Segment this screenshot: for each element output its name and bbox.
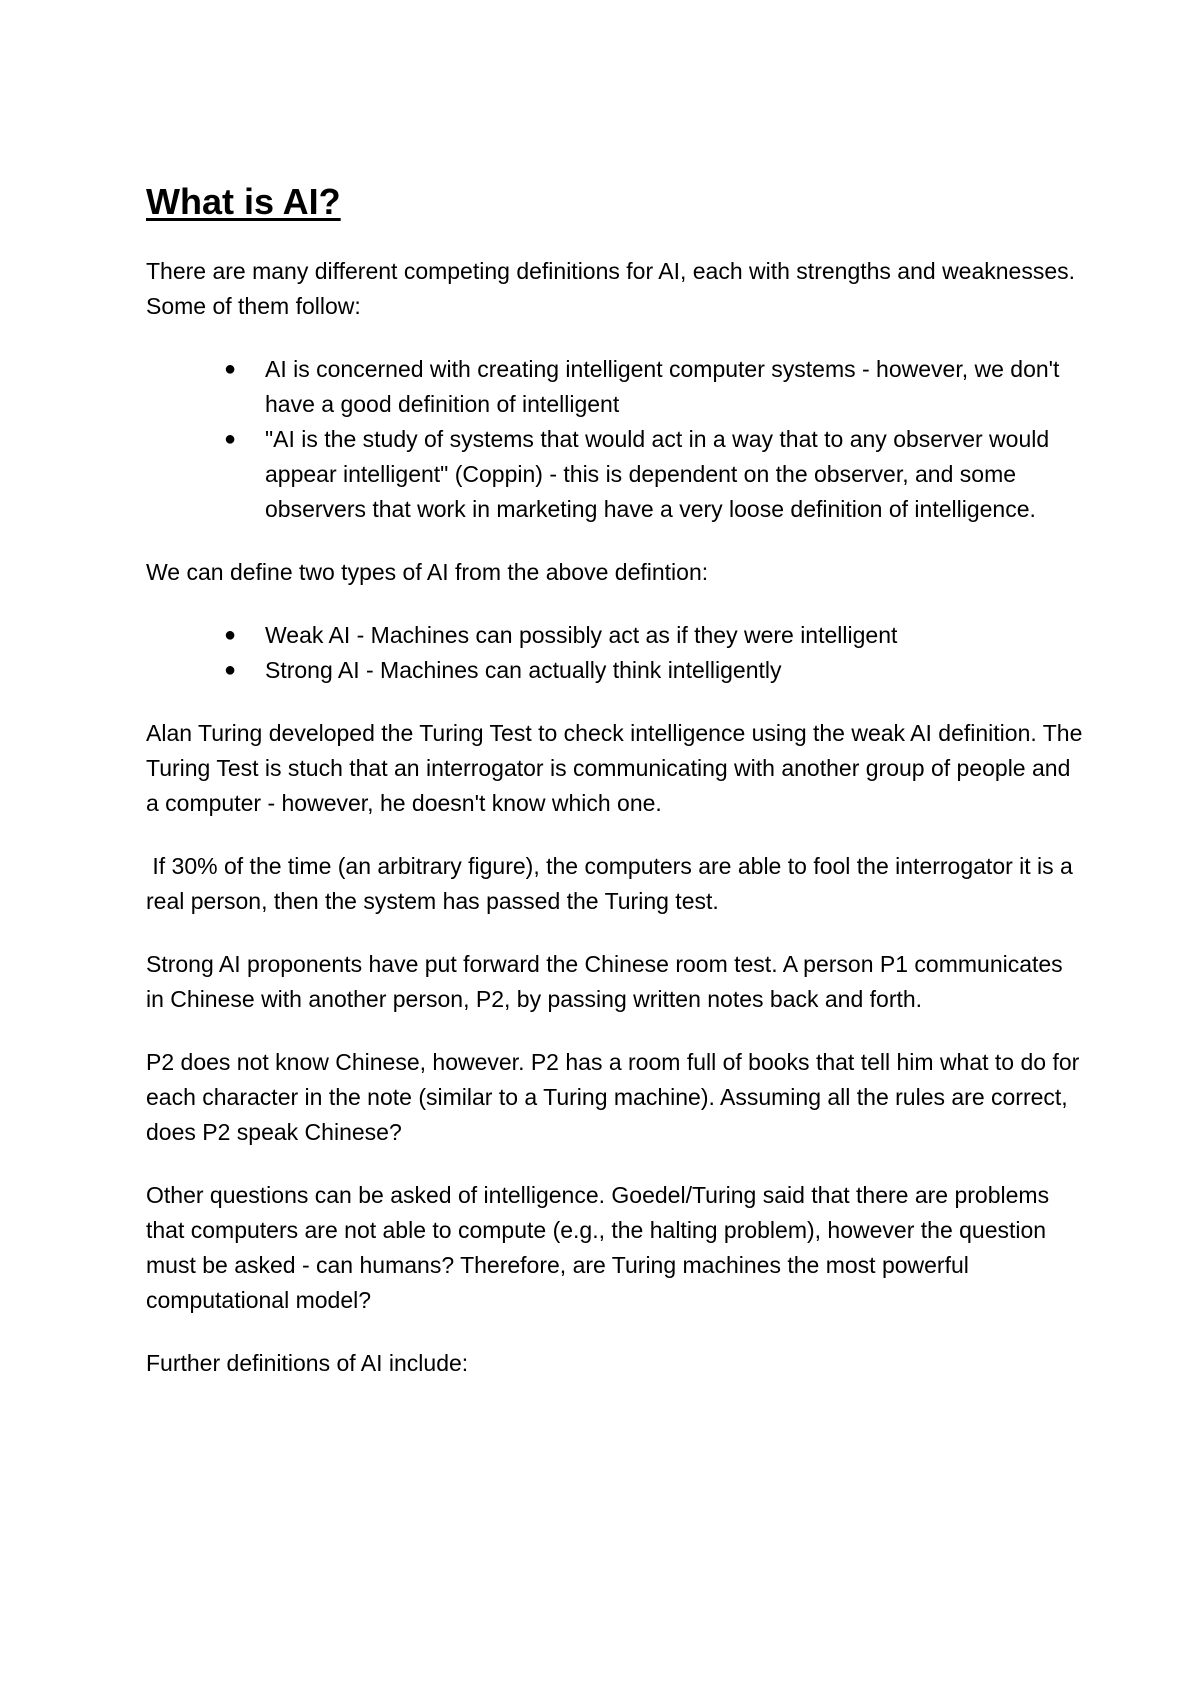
types-intro-paragraph: We can define two types of AI from the above defintion: <box>146 559 709 585</box>
turing-test-paragraph: Alan Turing developed the Turing Test to check intelligence using the weak AI definition. The Turing Test is stuch that an interrogator is communicating with another group of people and a computer - however, he doesn't know which one. <box>146 720 1083 816</box>
list-item-text: "AI is the study of systems that would act in a way that to any observer would appear intelligent" (Coppin) - this is dependent on the observer, and some observers that work in marketing have a very loose definition of intelligence. <box>265 426 1050 522</box>
ai-types-list <box>146 618 1086 688</box>
list-item <box>146 422 1086 527</box>
document-body <box>146 180 1086 1409</box>
list-item-text: Strong AI - Machines can actually think intelligently <box>265 657 782 683</box>
further-definitions-paragraph: Further definitions of AI include: <box>146 1350 469 1376</box>
bullet-icon: ● <box>224 428 237 450</box>
list-item-text: Weak AI - Machines can possibly act as if they were intelligent <box>265 622 898 648</box>
other-questions-paragraph: Other questions can be asked of intelligence. Goedel/Turing said that there are problems that computers are not able to compute (e.g., the halting problem), however the question must be asked - can humans? Therefore, are Turing machines the most powerful computational model? <box>146 1182 1050 1313</box>
list-item-text: AI is concerned with creating intelligent computer systems - however, we don't have a good definition of intelligent <box>265 356 1060 417</box>
chinese-room-question-paragraph: P2 does not know Chinese, however. P2 has a room full of books that tell him what to do for each character in the note (similar to a Turing machine). Assuming all the rules are correct, does P2 speak Chinese? <box>146 1049 1080 1145</box>
bullet-icon: ● <box>224 624 237 646</box>
chinese-room-paragraph: Strong AI proponents have put forward the Chinese room test. A person P1 communicates in Chinese with another person, P2, by passing written notes back and forth. <box>146 951 1063 1012</box>
turing-threshold-paragraph: If 30% of the time (an arbitrary figure), the computers are able to fool the interrogator it is a real person, then the system has passed the Turing test. <box>146 853 1080 914</box>
page-title: What is AI? <box>146 181 341 222</box>
list-item <box>146 352 1086 422</box>
bullet-icon: ● <box>224 358 237 380</box>
definitions-list <box>146 352 1086 527</box>
list-item <box>146 653 1086 688</box>
intro-paragraph: There are many different competing definitions for AI, each with strengths and weaknesses. Some of them follow: <box>146 258 1076 319</box>
list-item <box>146 618 1086 653</box>
bullet-icon: ● <box>224 659 237 681</box>
